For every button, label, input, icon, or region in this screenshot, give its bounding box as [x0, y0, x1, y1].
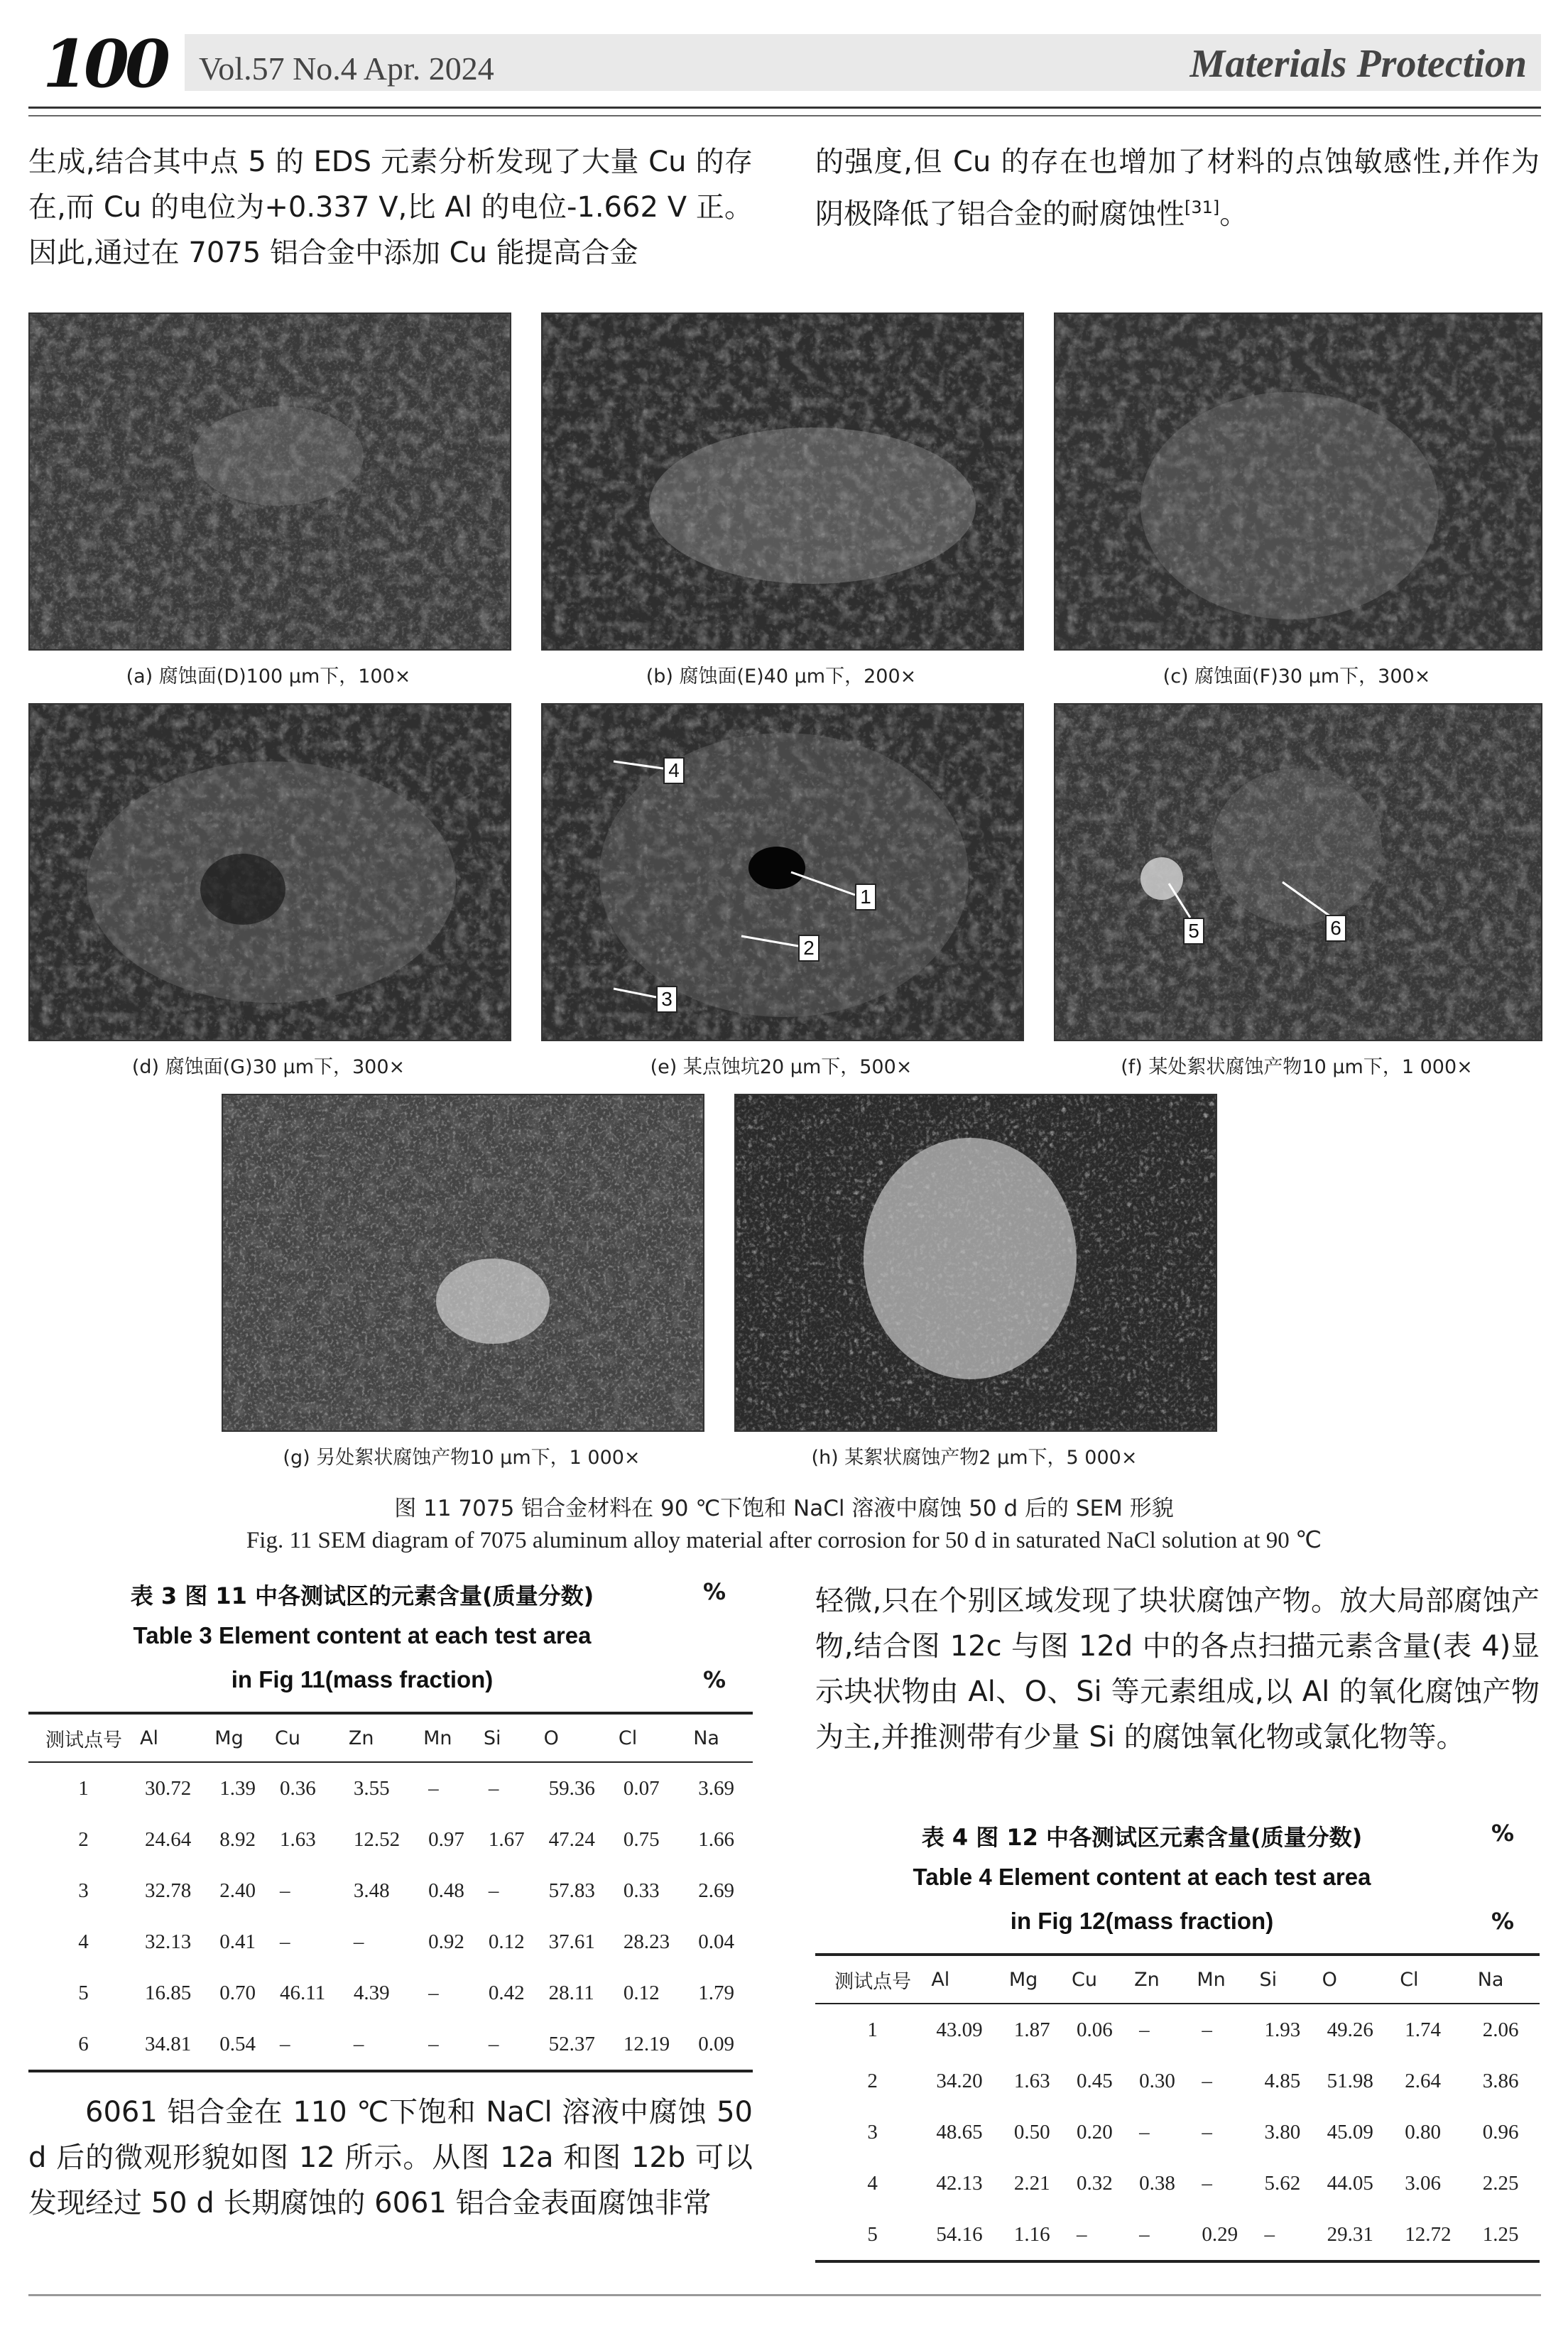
table-cell: 48.65	[936, 2120, 983, 2143]
table-cell: 0.48	[428, 1879, 464, 1902]
table-cell: 57.83	[548, 1879, 595, 1902]
table3-unit: %	[703, 1578, 726, 1605]
table-cell: 3.06	[1405, 2171, 1441, 2195]
citation: [31]	[1185, 197, 1220, 217]
table3-header-cell: Mg	[214, 1713, 274, 1762]
table-cell: 0.36	[280, 1776, 316, 1800]
body-text-left-top: 生成,结合其中点 5 的 EDS 元素分析发现了大量 Cu 的存在,而 Cu 的电位为+0.337 V,比 Al 的电位-1.662 V 正。因此,通过在 7075 铝合金中添加 Cu 能提高合金	[28, 146, 753, 269]
caption-c: (c) 腐蚀面(F)30 μm下，300×	[1163, 665, 1431, 688]
sem-image-b	[541, 313, 1024, 651]
figure-title-cn: 图 11 7075 铝合金材料在 90 ℃下饱和 NaCl 溶液中腐蚀 50 d 后的 SEM 形貌	[394, 1496, 1174, 1521]
table-cell: –	[1202, 2018, 1212, 2041]
table-row	[815, 2158, 1540, 2209]
table3-caption-en-1: Table 3 Element content at each test area	[133, 1622, 592, 1648]
table-row	[28, 1762, 753, 1814]
table-cell: 4	[867, 2171, 878, 2195]
table4	[815, 1953, 1540, 2263]
table4-header-cell: Cl	[1399, 1955, 1477, 2004]
table-cell: –	[280, 2032, 290, 2055]
table-cell: 0.45	[1077, 2069, 1113, 2092]
table4-header-cell: Mn	[1196, 1955, 1258, 2004]
table-cell: –	[488, 1776, 499, 1800]
table-cell: –	[353, 1930, 364, 1953]
table-cell: 0.42	[488, 1981, 525, 2004]
sem-image-e	[541, 703, 1024, 1041]
body-text-right-bottom: 轻微,只在个别区域发现了块状腐蚀产物。放大局部腐蚀产物,结合图 12c 与图 12d 中的各点扫描元素含量(表 4)显示块状物由 Al、O、Si 等元素组成,以 Al 的氧化腐蚀产物为主,并推测带有少量 Si 的腐蚀氧化物或氯化物等。	[815, 1585, 1540, 1754]
table-row	[28, 1916, 753, 1967]
table-cell: 2.06	[1482, 2018, 1519, 2041]
journal-name: Materials Protection	[1189, 42, 1527, 86]
table3-header-cell: Mn	[423, 1713, 483, 1762]
sem-image-g	[222, 1094, 704, 1432]
journal-volume: Vol.57 No.4 Apr. 2024	[199, 50, 494, 87]
table-cell: –	[1139, 2120, 1150, 2143]
table3-header-cell: Zn	[348, 1713, 423, 1762]
table-cell: 8.92	[219, 1827, 256, 1851]
table-cell: 0.41	[219, 1930, 256, 1953]
table-cell: –	[1139, 2222, 1150, 2246]
table-cell: 32.78	[145, 1879, 192, 1902]
table-cell: 0.70	[219, 1981, 256, 2004]
table-cell: –	[1264, 2222, 1275, 2246]
table-cell: 12.72	[1405, 2222, 1452, 2246]
caption-b: (b) 腐蚀面(E)40 μm下，200×	[646, 665, 917, 688]
table3-header-cell: Al	[139, 1713, 214, 1762]
marker-3: 3	[656, 986, 677, 1013]
table-cell: –	[428, 2032, 439, 2055]
table-cell: 49.26	[1327, 2018, 1373, 2041]
table-cell: 0.04	[698, 1930, 734, 1953]
table4-caption-cn: 表 4 图 12 中各测试区元素含量(质量分数)	[921, 1824, 1363, 1851]
table-row	[815, 2209, 1540, 2261]
table-cell: 0.75	[623, 1827, 660, 1851]
table4-caption-en-1: Table 4 Element content at each test area	[913, 1864, 1371, 1890]
caption-a: (a) 腐蚀面(D)100 μm下，100×	[126, 665, 411, 688]
table-cell: 5	[78, 1981, 89, 2004]
table4-unit: %	[1491, 1820, 1515, 1847]
table-cell: 37.61	[548, 1930, 595, 1953]
page-number: 100	[43, 26, 167, 102]
figure-title-en: Fig. 11 SEM diagram of 7075 aluminum alloy material after corrosion for 50 d in saturated NaCl solution at 90 ℃	[246, 1528, 1322, 1553]
table-cell: 0.80	[1405, 2120, 1441, 2143]
table-cell: 0.12	[623, 1981, 660, 2004]
table-cell: 1.63	[280, 1827, 316, 1851]
table-cell: 1.66	[698, 1827, 734, 1851]
table3-unit-2: %	[703, 1666, 726, 1693]
table-cell: 4.39	[353, 1981, 390, 2004]
table-row	[28, 1814, 753, 1865]
sem-image-d	[28, 703, 511, 1041]
table-cell: 34.81	[145, 2032, 192, 2055]
table4-header-cell: Al	[930, 1955, 1008, 2004]
table-cell: 0.07	[623, 1776, 660, 1800]
table-cell: 3.48	[353, 1879, 390, 1902]
caption-e: (e) 某点蚀坑20 μm下，500×	[650, 1056, 913, 1078]
table-cell: 1.16	[1013, 2222, 1050, 2246]
caption-f: (f) 某处絮状腐蚀产物10 μm下，1 000×	[1121, 1056, 1473, 1078]
table-cell: –	[428, 1981, 439, 2004]
caption-g: (g) 另处絮状腐蚀产物10 μm下，1 000×	[283, 1447, 641, 1469]
body-text-right-top-main: 的强度,但 Cu 的存在也增加了材料的点蚀敏感性,并作为阴极降低了铝合金的耐腐蚀性	[815, 146, 1540, 231]
table-cell: 1.63	[1013, 2069, 1050, 2092]
table-cell: –	[353, 2032, 364, 2055]
marker-1: 1	[855, 884, 876, 911]
table-cell: –	[1202, 2171, 1212, 2195]
table-cell: 1.87	[1013, 2018, 1050, 2041]
table-cell: 2	[867, 2069, 878, 2092]
table4-unit-2: %	[1491, 1908, 1515, 1935]
table-cell: 1	[78, 1776, 89, 1800]
table-cell: 2.40	[219, 1879, 256, 1902]
table-row	[815, 2055, 1540, 2107]
table-cell: 1.25	[1482, 2222, 1519, 2246]
body-text-left-bottom: 6061 铝合金在 110 ℃下饱和 NaCl 溶液中腐蚀 50 d 后的微观形貌如图 12 所示。从图 12a 和图 12b 可以发现经过 50 d 长期腐蚀的 6061 铝合金表面腐蚀非常	[28, 2096, 753, 2219]
table3-header-cell: Si	[483, 1713, 543, 1762]
body-text-right-top	[815, 139, 1540, 237]
table4-header-cell: Mg	[1008, 1955, 1071, 2004]
table-cell: 0.20	[1077, 2120, 1113, 2143]
table-cell: 0.50	[1013, 2120, 1050, 2143]
table-cell: 5.62	[1264, 2171, 1301, 2195]
sem-image-h	[734, 1094, 1217, 1432]
table-cell: 54.16	[936, 2222, 983, 2246]
table-cell: 43.09	[936, 2018, 983, 2041]
table-cell: 44.05	[1327, 2171, 1373, 2195]
table-cell: 3.86	[1482, 2069, 1519, 2092]
table-cell: 3.69	[698, 1776, 734, 1800]
table-cell: 0.96	[1482, 2120, 1519, 2143]
marker-6: 6	[1325, 915, 1346, 942]
table-cell: 29.31	[1327, 2222, 1373, 2246]
table-cell: –	[1139, 2018, 1150, 2041]
table-cell: –	[1202, 2120, 1212, 2143]
table-cell: 0.54	[219, 2032, 256, 2055]
table-cell: 32.13	[145, 1930, 192, 1953]
sem-image-a	[28, 313, 511, 651]
table-cell: 24.64	[145, 1827, 192, 1851]
table-cell: 0.92	[428, 1930, 464, 1953]
table-cell: 2.21	[1013, 2171, 1050, 2195]
caption-h: (h) 某絮状腐蚀产物2 μm下，5 000×	[811, 1447, 1138, 1469]
table-cell: –	[1077, 2222, 1087, 2246]
table-cell: –	[1202, 2069, 1212, 2092]
table3-header-cell: 测试点号	[28, 1713, 139, 1762]
table-row	[815, 2107, 1540, 2158]
marker-5: 5	[1183, 918, 1204, 945]
table4-header-cell: 测试点号	[815, 1955, 930, 2004]
table-row	[28, 1967, 753, 2018]
table3-header-cell: Cl	[618, 1713, 692, 1762]
table-cell: 0.06	[1077, 2018, 1113, 2041]
table-cell: 12.19	[623, 2032, 670, 2055]
table-cell: 59.36	[548, 1776, 595, 1800]
table-cell: 42.13	[936, 2171, 983, 2195]
table-cell: 1.93	[1264, 2018, 1301, 2041]
table4-caption-en-2: in Fig 12(mass fraction)	[1010, 1908, 1274, 1934]
table-cell: 1.74	[1405, 2018, 1441, 2041]
table-cell: 0.09	[698, 2032, 734, 2055]
table3-header-row	[28, 1713, 753, 1762]
table4-header-cell: Si	[1258, 1955, 1321, 2004]
table-cell: 1	[867, 2018, 878, 2041]
table3-header-cell: Cu	[274, 1713, 348, 1762]
table-cell: 0.32	[1077, 2171, 1113, 2195]
table-cell: 3.80	[1264, 2120, 1301, 2143]
table-cell: –	[428, 1776, 439, 1800]
table-cell: 2.64	[1405, 2069, 1441, 2092]
marker-2: 2	[798, 935, 820, 962]
table-cell: 3	[78, 1879, 89, 1902]
table-cell: 0.12	[488, 1930, 525, 1953]
table-cell: –	[488, 2032, 499, 2055]
table4-header-row	[815, 1955, 1540, 2004]
table-cell: 51.98	[1327, 2069, 1373, 2092]
marker-4: 4	[663, 757, 685, 784]
table4-header-cell: Na	[1477, 1955, 1540, 2004]
table4-header-cell: O	[1322, 1955, 1400, 2004]
table-cell: 47.24	[548, 1827, 595, 1851]
table-cell: 16.85	[145, 1981, 192, 2004]
table-cell: 4.85	[1264, 2069, 1301, 2092]
header-rule	[28, 115, 1541, 116]
table-cell: –	[280, 1930, 290, 1953]
table3-header-cell: O	[543, 1713, 618, 1762]
table-cell: 0.38	[1139, 2171, 1175, 2195]
table-cell: 0.30	[1139, 2069, 1175, 2092]
table-cell: –	[280, 1879, 290, 1902]
table3-caption-en-2: in Fig 11(mass fraction)	[231, 1666, 494, 1692]
table-cell: 2	[78, 1827, 89, 1851]
table-cell: 0.29	[1202, 2222, 1238, 2246]
table4-header-cell: Zn	[1133, 1955, 1196, 2004]
caption-d: (d) 腐蚀面(G)30 μm下，300×	[131, 1056, 405, 1078]
table-row	[28, 1865, 753, 1916]
table-cell: 45.09	[1327, 2120, 1373, 2143]
page-header	[28, 21, 1541, 109]
table-cell: 52.37	[548, 2032, 595, 2055]
table-cell: 1.39	[219, 1776, 256, 1800]
table-row	[815, 2004, 1540, 2055]
table-cell: 6	[78, 2032, 89, 2055]
table-cell: 0.97	[428, 1827, 464, 1851]
table3-caption-cn: 表 3 图 11 中各测试区的元素含量(质量分数)	[130, 1582, 594, 1609]
table4-header-cell: Cu	[1071, 1955, 1133, 2004]
table-cell: 12.52	[353, 1827, 401, 1851]
body-text-right-top-end: 。	[1219, 197, 1248, 231]
table-cell: 30.72	[145, 1776, 192, 1800]
table-cell: 2.69	[698, 1879, 734, 1902]
table-cell: 34.20	[936, 2069, 983, 2092]
table-cell: 46.11	[280, 1981, 326, 2004]
table3	[28, 1712, 753, 2072]
table-cell: –	[488, 1879, 499, 1902]
table-cell: 2.25	[1482, 2171, 1519, 2195]
table-cell: 1.67	[488, 1827, 525, 1851]
table-cell: 0.33	[623, 1879, 660, 1902]
table-row	[28, 2018, 753, 2071]
table-cell: 28.11	[548, 1981, 594, 2004]
table-cell: 5	[867, 2222, 878, 2246]
sem-image-c	[1054, 313, 1542, 651]
table-cell: 3.55	[353, 1776, 390, 1800]
table3-header-cell: Na	[692, 1713, 753, 1762]
footer-rule	[28, 2294, 1541, 2296]
table-cell: 3	[867, 2120, 878, 2143]
sem-image-f	[1054, 703, 1542, 1041]
table-cell: 28.23	[623, 1930, 670, 1953]
table-cell: 1.79	[698, 1981, 734, 2004]
table-cell: 4	[78, 1930, 89, 1953]
